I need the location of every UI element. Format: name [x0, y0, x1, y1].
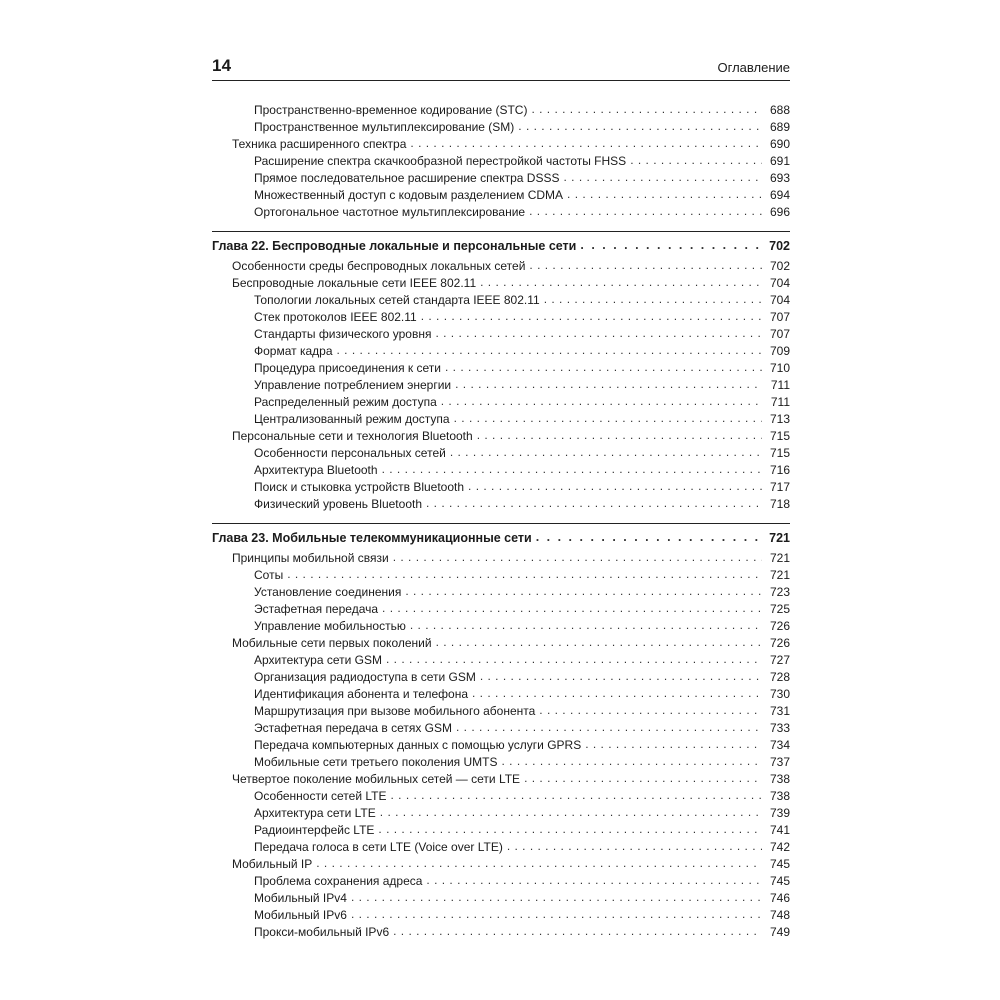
- dot-leader: [455, 376, 762, 393]
- toc-entry-page: 696: [769, 205, 790, 219]
- toc-entry[interactable]: [212, 567, 790, 584]
- toc-entry-title: Управление мобильностью: [254, 619, 406, 633]
- toc-entry-title: Проблема сохранения адреса: [254, 874, 423, 888]
- dot-leader: [450, 444, 762, 461]
- table-of-contents: [212, 102, 790, 941]
- toc-entry-title: Процедура присоединения к сети: [254, 361, 441, 375]
- toc-entry-page: 688: [769, 103, 790, 117]
- toc-entry-page: 749: [769, 925, 790, 939]
- toc-entry-title: Централизованный режим доступа: [254, 412, 450, 426]
- toc-entry-title: Техника расширенного спектра: [232, 137, 407, 151]
- toc-entry[interactable]: [212, 136, 790, 153]
- toc-entry[interactable]: [212, 669, 790, 686]
- toc-entry-title: Управление потреблением энергии: [254, 378, 452, 392]
- toc-entry-page: 723: [769, 585, 790, 599]
- toc-entry[interactable]: [212, 119, 790, 136]
- dot-leader: [410, 617, 762, 634]
- page-number: 14: [212, 56, 232, 75]
- toc-entry-title: Прокси-мобильный IPv6: [254, 925, 390, 939]
- toc-entry[interactable]: [212, 445, 790, 462]
- toc-entry[interactable]: [212, 584, 790, 601]
- toc-entry-title: Принципы мобильной связи: [232, 551, 389, 565]
- dot-leader: [421, 308, 762, 325]
- toc-entry-title: Распределенный режим доступа: [254, 395, 437, 409]
- toc-entry[interactable]: [212, 170, 790, 187]
- toc-entry-page: 741: [769, 823, 790, 837]
- toc-entry-page: 691: [769, 154, 790, 168]
- toc-entry-title: Поиск и стыковка устройств Bluetooth: [254, 480, 465, 494]
- toc-entry-title: Передача компьютерных данных с помощью услуги GPRS: [254, 738, 582, 752]
- toc-entry-page: 704: [769, 276, 790, 290]
- toc-entry-title: Особенности персональных сетей: [254, 446, 446, 460]
- dot-leader: [380, 804, 762, 821]
- dot-leader: [524, 770, 762, 787]
- toc-entry[interactable]: [212, 788, 790, 805]
- toc-entry[interactable]: [212, 411, 790, 428]
- toc-entry-page: 711: [770, 395, 790, 409]
- dot-leader: [382, 461, 762, 478]
- toc-entry-page: 713: [769, 412, 790, 426]
- toc-entry-title: Архитектура Bluetooth: [254, 463, 378, 477]
- dot-leader: [435, 325, 762, 342]
- dot-leader: [507, 838, 762, 855]
- toc-entry-title: Пространственно-временное кодирование (STC): [254, 103, 528, 117]
- dot-leader: [351, 889, 762, 906]
- toc-entry[interactable]: [212, 292, 790, 309]
- dot-leader: [630, 152, 762, 169]
- dot-leader: [410, 135, 762, 152]
- toc-entry[interactable]: [212, 890, 790, 907]
- toc-entry[interactable]: [212, 686, 790, 703]
- toc-entry-title: Идентификация абонента и телефона: [254, 687, 469, 701]
- toc-entry-title: Установление соединения: [254, 585, 402, 599]
- toc-entry-page: 707: [769, 327, 790, 341]
- toc-entry-page: 707: [769, 310, 790, 324]
- toc-entry[interactable]: [212, 805, 790, 822]
- dot-leader: [393, 549, 762, 566]
- dot-leader: [468, 478, 762, 495]
- dot-leader: [445, 359, 762, 376]
- dot-leader: [316, 855, 762, 872]
- toc-entry-title: Формат кадра: [254, 344, 333, 358]
- toc-entry-title: Особенности сетей LTE: [254, 789, 387, 803]
- toc-entry[interactable]: [212, 550, 790, 567]
- toc-entry[interactable]: [212, 754, 790, 771]
- dot-leader: [390, 787, 762, 804]
- toc-chapter[interactable]: [212, 231, 790, 255]
- dot-leader: [580, 237, 762, 254]
- toc-entry-page: 733: [769, 721, 790, 735]
- toc-entry-title: Передача голоса в сети LTE (Voice over LTE): [254, 840, 503, 854]
- running-title: Оглавление: [717, 60, 790, 75]
- toc-entry-page: 737: [769, 755, 790, 769]
- toc-entry[interactable]: [212, 102, 790, 119]
- dot-leader: [529, 203, 762, 220]
- toc-entry-page: 711: [770, 378, 790, 392]
- toc-entry-page: 690: [769, 137, 790, 151]
- toc-entry[interactable]: [212, 873, 790, 890]
- toc-entry-title: Мобильный IPv4: [254, 891, 347, 905]
- toc-entry-page: 742: [769, 840, 790, 854]
- toc-entry-page: 716: [769, 463, 790, 477]
- toc-entry[interactable]: [212, 204, 790, 221]
- toc-entry-page: 739: [769, 806, 790, 820]
- dot-leader: [386, 651, 762, 668]
- toc-entry-title: Мобильный IP: [232, 857, 313, 871]
- toc-entry-title: Стандарты физического уровня: [254, 327, 432, 341]
- toc-entry[interactable]: [212, 275, 790, 292]
- toc-entry-title: Персональные сети и технология Bluetooth: [232, 429, 473, 443]
- toc-entry-title: Множественный доступ с кодовым разделением CDMA: [254, 188, 564, 202]
- toc-entry-title: Глава 23. Мобильные телекоммуникационные сети: [212, 531, 532, 545]
- toc-entry-page: 693: [769, 171, 790, 185]
- toc-entry-title: Мобильный IPv6: [254, 908, 347, 922]
- toc-entry[interactable]: [212, 428, 790, 445]
- toc-chapter[interactable]: [212, 523, 790, 547]
- toc-entry-page: 727: [769, 653, 790, 667]
- toc-entry-title: Эстафетная передача в сетях GSM: [254, 721, 453, 735]
- dot-leader: [454, 410, 762, 427]
- toc-entry[interactable]: [212, 479, 790, 496]
- toc-entry-title: Топологии локальных сетей стандарта IEEE 802.11: [254, 293, 540, 307]
- toc-entry-title: Маршрутизация при вызове мобильного абонента: [254, 704, 536, 718]
- dot-leader: [287, 566, 762, 583]
- toc-entry-page: 710: [769, 361, 790, 375]
- toc-entry-page: 734: [769, 738, 790, 752]
- dot-leader: [472, 685, 762, 702]
- toc-entry[interactable]: [212, 703, 790, 720]
- toc-entry[interactable]: [212, 496, 790, 513]
- toc-entry-page: 745: [769, 874, 790, 888]
- toc-entry[interactable]: [212, 187, 790, 204]
- toc-entry-page: 704: [769, 293, 790, 307]
- toc-entry[interactable]: [212, 635, 790, 652]
- dot-leader: [426, 495, 762, 512]
- dot-leader: [544, 291, 762, 308]
- toc-entry[interactable]: [212, 377, 790, 394]
- dot-leader: [480, 274, 762, 291]
- toc-entry-page: 702: [769, 259, 790, 273]
- toc-entry[interactable]: [212, 822, 790, 839]
- dot-leader: [426, 872, 762, 889]
- toc-entry-title: Мобильные сети первых поколений: [232, 636, 432, 650]
- page-header: [212, 56, 790, 81]
- dot-leader: [393, 923, 762, 940]
- dot-leader: [405, 583, 762, 600]
- dot-leader: [441, 393, 762, 410]
- dot-leader: [337, 342, 763, 359]
- toc-entry-title: Особенности среды беспроводных локальных сетей: [232, 259, 526, 273]
- toc-entry-page: 702: [769, 239, 790, 253]
- toc-entry-title: Физический уровень Bluetooth: [254, 497, 422, 511]
- toc-entry-title: Беспроводные локальные сети IEEE 802.11: [232, 276, 477, 290]
- toc-entry[interactable]: [212, 258, 790, 275]
- dot-leader: [480, 668, 762, 685]
- dot-leader: [531, 101, 762, 118]
- toc-entry-title: Архитектура сети GSM: [254, 653, 382, 667]
- toc-entry-title: Пространственное мультиплексирование (SM): [254, 120, 515, 134]
- dot-leader: [477, 427, 762, 444]
- toc-entry[interactable]: [212, 652, 790, 669]
- toc-entry-page: 725: [769, 602, 790, 616]
- dot-leader: [456, 719, 762, 736]
- toc-entry-title: Четвертое поколение мобильных сетей — сети LTE: [232, 772, 521, 786]
- toc-entry[interactable]: [212, 618, 790, 635]
- toc-entry-page: 694: [769, 188, 790, 202]
- toc-entry[interactable]: [212, 360, 790, 377]
- dot-leader: [563, 169, 762, 186]
- toc-entry[interactable]: [212, 839, 790, 856]
- dot-leader: [436, 634, 762, 651]
- toc-entry[interactable]: [212, 309, 790, 326]
- toc-entry-title: Эстафетная передача: [254, 602, 379, 616]
- toc-entry-page: 721: [769, 551, 790, 565]
- toc-entry-page: 721: [769, 568, 790, 582]
- toc-entry-page: 738: [769, 789, 790, 803]
- dot-leader: [539, 702, 762, 719]
- toc-entry-title: Стек протоколов IEEE 802.11: [254, 310, 417, 324]
- toc-entry[interactable]: [212, 907, 790, 924]
- toc-entry-title: Глава 22. Беспроводные локальные и персональные сети: [212, 239, 577, 253]
- dot-leader: [536, 529, 762, 546]
- toc-entry-page: 738: [769, 772, 790, 786]
- toc-entry-page: 746: [769, 891, 790, 905]
- toc-entry-page: 715: [769, 429, 790, 443]
- dot-leader: [518, 118, 762, 135]
- toc-entry-page: 731: [769, 704, 790, 718]
- toc-entry[interactable]: [212, 326, 790, 343]
- dot-leader: [567, 186, 762, 203]
- toc-entry-title: Архитектура сети LTE: [254, 806, 376, 820]
- toc-entry[interactable]: [212, 737, 790, 754]
- toc-entry-title: Мобильные сети третьего поколения UMTS: [254, 755, 498, 769]
- toc-entry[interactable]: [212, 462, 790, 479]
- dot-leader: [529, 257, 762, 274]
- toc-entry[interactable]: [212, 771, 790, 788]
- toc-entry-page: 721: [769, 531, 790, 545]
- toc-entry[interactable]: [212, 153, 790, 170]
- toc-entry-title: Расширение спектра скачкообразной перестройкой частоты FHSS: [254, 154, 627, 168]
- toc-entry-title: Прямое последовательное расширение спектра DSSS: [254, 171, 560, 185]
- dot-leader: [585, 736, 762, 753]
- dot-leader: [502, 753, 763, 770]
- toc-entry-title: Ортогональное частотное мультиплексирование: [254, 205, 526, 219]
- toc-entry-title: Соты: [254, 568, 284, 582]
- toc-entry[interactable]: [212, 601, 790, 618]
- toc-entry-page: 715: [769, 446, 790, 460]
- toc-entry-title: Организация радиодоступа в сети GSM: [254, 670, 476, 684]
- toc-entry-page: 726: [769, 619, 790, 633]
- toc-entry-page: 689: [769, 120, 790, 134]
- toc-entry-page: 745: [769, 857, 790, 871]
- toc-entry-page: 726: [769, 636, 790, 650]
- toc-entry-page: 728: [769, 670, 790, 684]
- toc-entry-page: 717: [769, 480, 790, 494]
- toc-entry-page: 730: [769, 687, 790, 701]
- toc-entry[interactable]: [212, 856, 790, 873]
- toc-entry[interactable]: [212, 394, 790, 411]
- toc-entry-page: 748: [769, 908, 790, 922]
- dot-leader: [382, 600, 762, 617]
- toc-entry-page: 709: [769, 344, 790, 358]
- dot-leader: [378, 821, 762, 838]
- toc-entry[interactable]: [212, 924, 790, 941]
- toc-entry[interactable]: [212, 343, 790, 360]
- toc-entry[interactable]: [212, 720, 790, 737]
- toc-entry-page: 718: [769, 497, 790, 511]
- toc-entry-title: Радиоинтерфейс LTE: [254, 823, 375, 837]
- dot-leader: [351, 906, 762, 923]
